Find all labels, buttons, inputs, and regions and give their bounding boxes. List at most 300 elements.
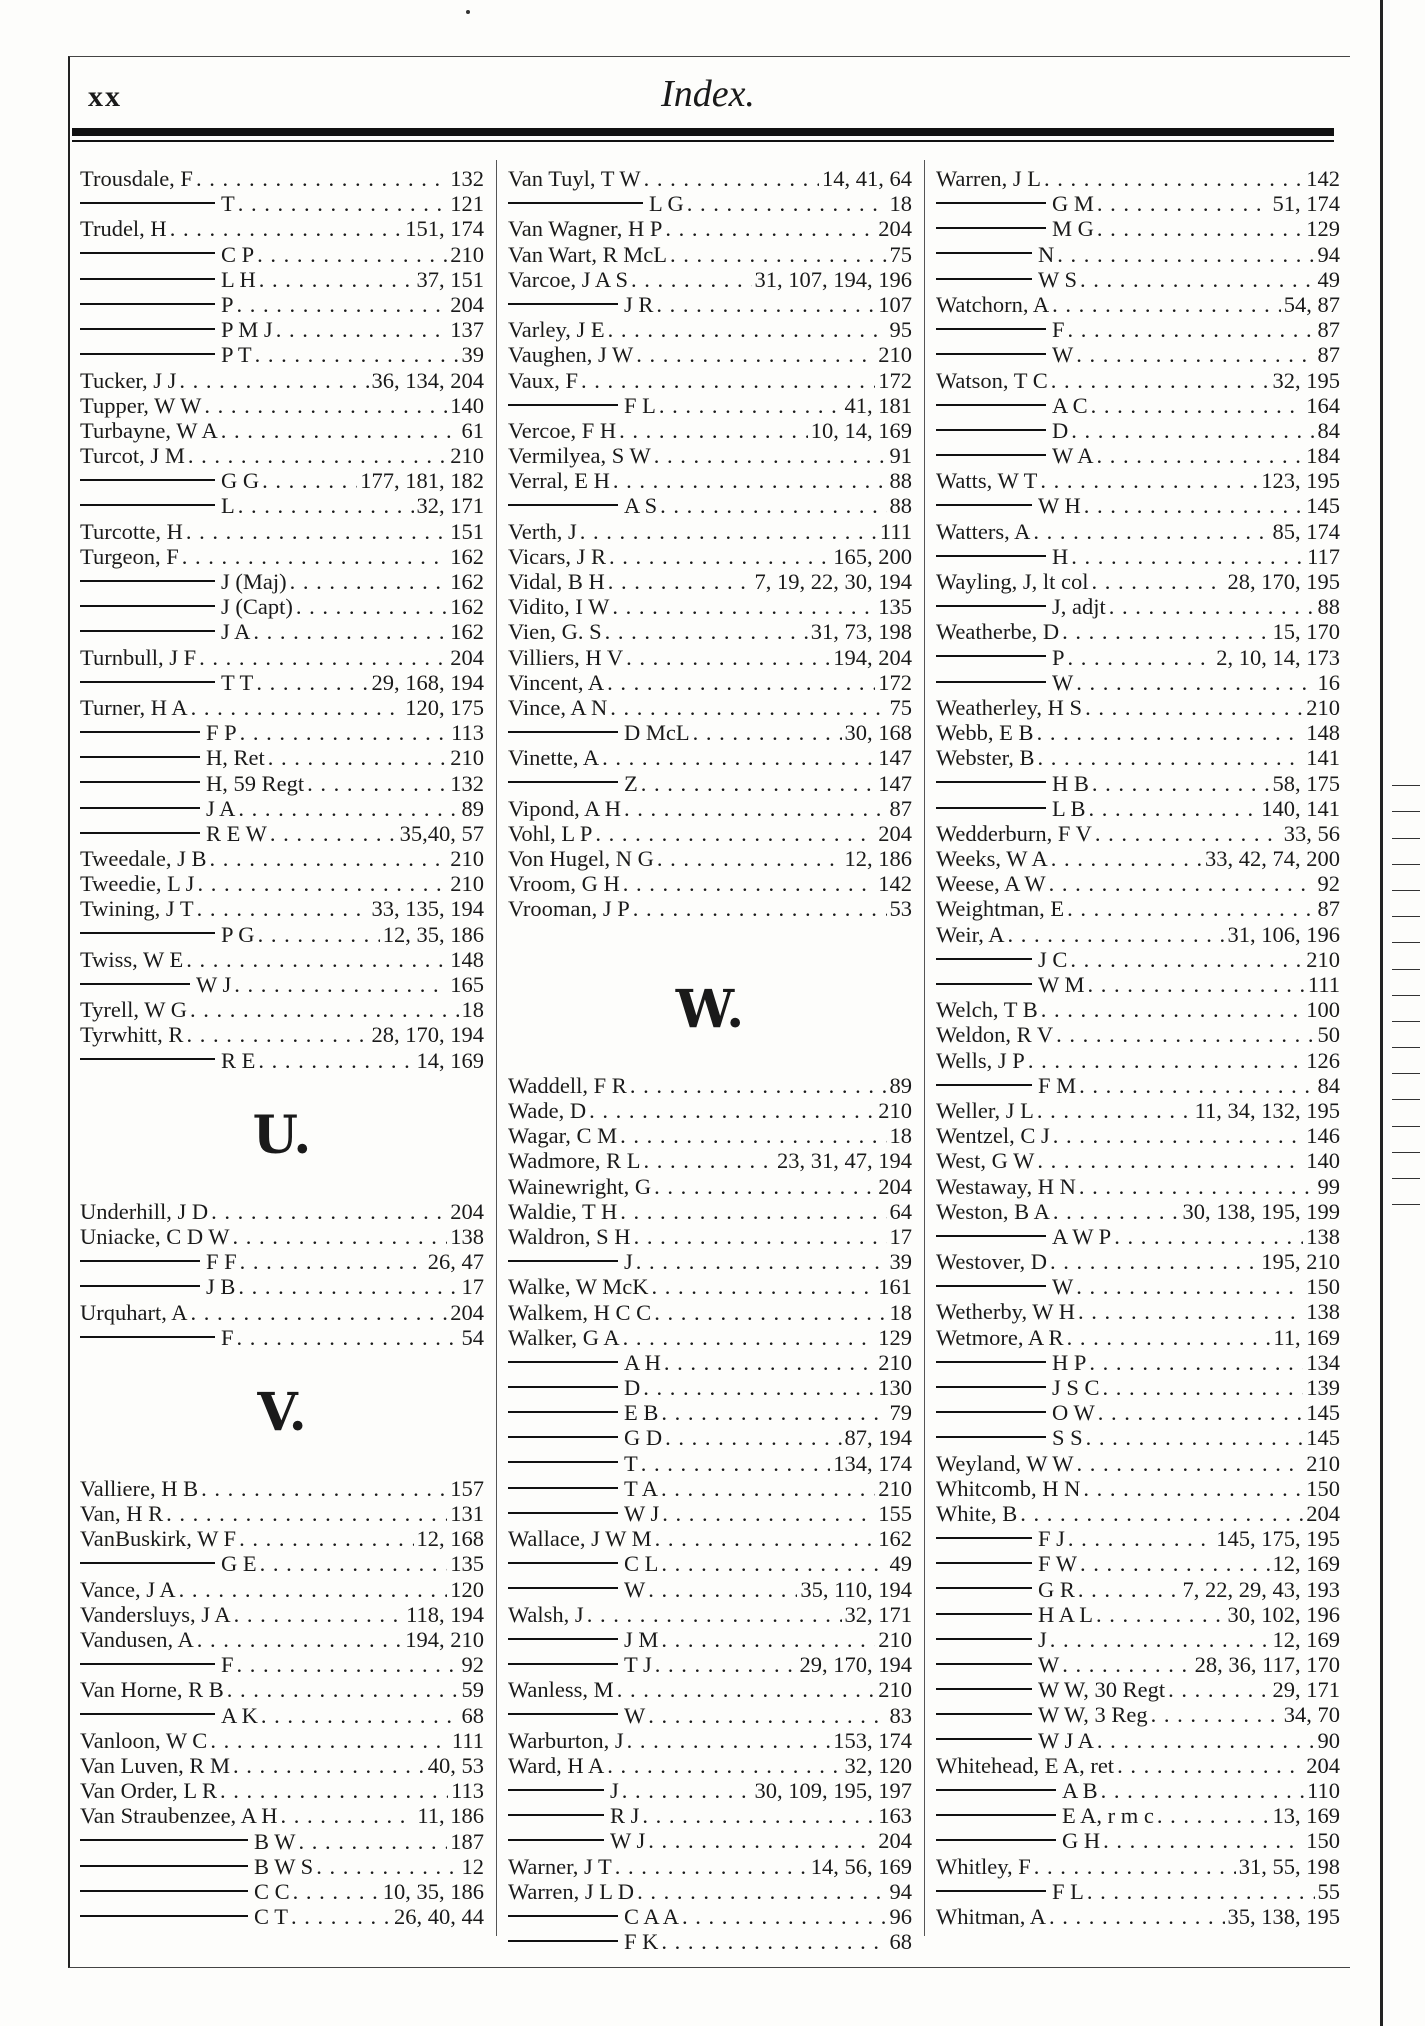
index-column-1 — [80, 166, 484, 1929]
dot-leader — [240, 1249, 425, 1274]
ditto-dash — [508, 1562, 618, 1564]
dot-leader — [1067, 1325, 1271, 1350]
page-references: 165, 200 — [833, 543, 912, 569]
page-references: 89 — [461, 795, 484, 821]
entry-name: S S — [1052, 1425, 1083, 1451]
page-references: 7, 19, 22, 30, 194 — [754, 569, 912, 594]
dot-leader — [1068, 645, 1214, 670]
ditto-dash — [508, 1789, 604, 1791]
page-references: 135 — [878, 594, 912, 620]
ditto-dash — [80, 731, 200, 733]
page-references: 140 — [1306, 1148, 1340, 1174]
page-references: 55 — [1317, 1878, 1340, 1904]
dot-leader — [631, 267, 752, 292]
entry-name: C L — [624, 1551, 659, 1577]
entry-name: C A A — [624, 1904, 680, 1929]
page-references: 142 — [878, 871, 912, 897]
index-entry — [508, 796, 912, 821]
index-entry — [80, 1728, 484, 1753]
index-entry — [936, 519, 1340, 544]
dot-leader — [622, 1778, 752, 1803]
dot-leader — [656, 292, 875, 317]
page-references: 132 — [450, 166, 484, 191]
index-subentry — [508, 1652, 912, 1677]
page-references: 89 — [889, 1072, 912, 1098]
page-references: 54, 87 — [1283, 291, 1340, 317]
page-references: 39 — [461, 342, 484, 368]
index-entry — [508, 544, 912, 569]
ditto-dash — [80, 278, 215, 280]
page-references: 123, 195 — [1261, 468, 1340, 494]
entry-name: W — [1038, 1652, 1060, 1678]
dot-leader — [1097, 216, 1303, 241]
dot-leader — [580, 519, 877, 544]
page-references: 35, 110, 194 — [800, 1576, 912, 1602]
entry-name: Vohl, L P — [508, 820, 593, 846]
page-references: 150 — [1306, 1828, 1340, 1854]
dot-leader — [199, 645, 447, 670]
entry-name: T T — [221, 669, 254, 695]
entry-name: H, Ret — [206, 745, 265, 771]
entry-name: Verral, E H — [508, 468, 610, 494]
index-entry — [936, 1299, 1340, 1324]
index-subentry — [936, 771, 1340, 796]
dot-leader — [258, 1048, 413, 1073]
entry-name: Whitman, A — [936, 1903, 1046, 1929]
dot-leader — [660, 493, 886, 518]
index-entry — [80, 871, 484, 896]
page-references: 145, 175, 195 — [1216, 1526, 1340, 1552]
dot-leader — [1079, 1174, 1315, 1199]
page-references: 146 — [1306, 1123, 1340, 1149]
page-references: 11, 186 — [417, 1803, 484, 1829]
index-entry — [80, 1022, 484, 1047]
dot-leader — [234, 1602, 403, 1627]
ditto-dash — [508, 1260, 618, 1262]
index-entry — [508, 1300, 912, 1325]
index-entry — [936, 1476, 1340, 1501]
entry-name: Turcotte, H — [80, 518, 183, 544]
dot-leader — [257, 242, 447, 267]
entry-name: Vermilyea, S W — [508, 443, 651, 469]
index-subentry — [936, 1073, 1340, 1098]
entry-name: J M — [624, 1626, 659, 1652]
dot-leader — [190, 1300, 447, 1325]
dot-leader — [587, 1602, 842, 1627]
entry-name: Watters, A — [936, 518, 1031, 544]
dot-leader — [276, 317, 448, 342]
ditto-dash — [80, 303, 215, 305]
page-references: 172 — [878, 669, 912, 695]
page-references: 155 — [878, 1501, 912, 1526]
index-entry — [936, 1048, 1340, 1073]
index-subentry — [508, 1350, 912, 1375]
dot-leader — [613, 468, 887, 493]
dot-leader — [620, 1199, 886, 1224]
ditto-dash — [936, 1688, 1032, 1690]
page-references: 33, 56 — [1283, 820, 1340, 846]
entry-name: Tyrell, W G — [80, 997, 187, 1023]
index-column-2 — [508, 166, 912, 1954]
entry-name: F — [1052, 317, 1065, 343]
entry-name: Wadmore, R L — [508, 1148, 641, 1174]
entry-name: Whitehead, E A, ret — [936, 1752, 1115, 1778]
ditto-dash — [80, 580, 215, 582]
page-references: 10, 14, 169 — [810, 417, 912, 443]
ditto-dash — [936, 328, 1046, 330]
index-subentry — [80, 1829, 484, 1854]
blank-line — [508, 922, 912, 947]
dot-leader — [643, 1375, 875, 1400]
ditto-dash — [80, 1839, 248, 1841]
entry-name: Vercoe, F H — [508, 417, 617, 443]
index-subentry — [80, 493, 484, 518]
dot-leader — [641, 771, 876, 796]
dot-leader — [636, 1249, 887, 1274]
page-references: 87 — [1317, 317, 1340, 343]
dot-leader — [693, 720, 842, 745]
dot-leader — [238, 796, 458, 821]
page-references: 153, 174 — [833, 1727, 912, 1753]
index-entry — [80, 368, 484, 393]
entry-name: Tyrwhitt, R — [80, 1022, 184, 1048]
entry-name: Vanloon, W C — [80, 1727, 208, 1753]
dot-leader — [1028, 1048, 1303, 1073]
page-references: 75 — [889, 241, 912, 267]
index-subentry — [936, 1879, 1340, 1904]
entry-name: A H — [624, 1349, 661, 1375]
dot-leader — [253, 619, 447, 644]
index-entry — [80, 519, 484, 544]
page-references: 194, 210 — [405, 1627, 484, 1652]
index-entry — [508, 569, 912, 594]
index-subentry — [508, 720, 912, 745]
index-entry — [508, 166, 912, 191]
ditto-dash — [80, 1562, 215, 1564]
index-subentry — [80, 1325, 484, 1350]
page-references: 35, 138, 195 — [1227, 1903, 1340, 1929]
index-entry — [936, 619, 1340, 644]
index-entry — [936, 1325, 1340, 1350]
ditto-dash — [508, 1512, 618, 1514]
entry-name: C C — [254, 1878, 290, 1904]
dot-leader — [1087, 1879, 1315, 1904]
page-references: 204 — [450, 1299, 484, 1325]
entry-name: Walker, G A — [508, 1324, 620, 1350]
index-subentry — [508, 191, 912, 216]
dot-leader — [655, 1526, 876, 1551]
index-entry — [936, 1451, 1340, 1476]
page-references: 83 — [889, 1702, 912, 1728]
page-references: 210 — [1306, 946, 1340, 972]
page-references: 210 — [450, 745, 484, 771]
index-subentry — [80, 619, 484, 644]
dot-leader — [651, 1274, 875, 1299]
page-references: 14, 41, 64 — [822, 166, 912, 191]
page-references: 84 — [1317, 1072, 1340, 1098]
entry-name: W J — [624, 1501, 660, 1526]
entry-name: Wetherby, W H — [936, 1299, 1075, 1325]
entry-name: Wainewright, G — [508, 1173, 652, 1199]
ditto-dash — [80, 832, 200, 834]
dot-leader — [608, 317, 887, 342]
page-references: 92 — [1317, 871, 1340, 897]
entry-name: Van Tuyl, T W — [508, 166, 641, 191]
index-subentry — [936, 493, 1340, 518]
dot-leader — [1020, 1501, 1303, 1526]
entry-name: Urquhart, A — [80, 1299, 188, 1325]
page-references: 94 — [1317, 241, 1340, 267]
index-entry — [80, 166, 484, 191]
entry-name: T — [221, 191, 235, 217]
index-subentry — [80, 1879, 484, 1904]
index-subentry — [936, 1627, 1340, 1652]
page-references: 162 — [450, 569, 484, 594]
dot-leader — [605, 619, 808, 644]
entry-name: Vien, G. S — [508, 619, 602, 645]
entry-name: Varcoe, J A S — [508, 266, 628, 292]
index-subentry — [508, 493, 912, 518]
entry-name: W H — [1038, 493, 1081, 519]
index-subentry — [80, 292, 484, 317]
page-references: 11, 169 — [1273, 1324, 1340, 1350]
ditto-dash — [936, 958, 1032, 960]
dot-leader — [1079, 1073, 1314, 1098]
page-references: 204 — [1306, 1500, 1340, 1526]
page-references: 41, 181 — [844, 392, 912, 418]
page-references: 135 — [450, 1551, 484, 1577]
entry-name: Vandusen, A — [80, 1627, 194, 1652]
dot-leader — [268, 745, 448, 770]
ditto-dash — [80, 202, 215, 204]
dot-leader — [291, 1904, 391, 1929]
entry-name: F F — [206, 1249, 237, 1275]
entry-name: H, 59 Regt — [206, 770, 305, 796]
entry-name: Van Straubenzee, A H — [80, 1803, 278, 1829]
index-subentry — [508, 1627, 912, 1652]
page-references: 130 — [878, 1375, 912, 1401]
ditto-dash — [936, 202, 1046, 204]
entry-name: G R — [1038, 1576, 1075, 1602]
page-references: 210 — [878, 1349, 912, 1375]
ditto-dash — [936, 1436, 1046, 1438]
index-subentry — [936, 594, 1340, 619]
page-references: 7, 22, 29, 43, 193 — [1182, 1576, 1340, 1602]
dot-leader — [1151, 1702, 1281, 1727]
page-references: 95 — [889, 317, 912, 343]
dot-leader — [186, 947, 447, 972]
index-subentry — [936, 342, 1340, 367]
page-references: 194, 204 — [833, 644, 912, 670]
page-references: 33, 42, 74, 200 — [1205, 846, 1340, 872]
page-references: 87 — [889, 795, 912, 821]
entry-name: F — [221, 1652, 234, 1678]
ditto-dash — [936, 781, 1046, 783]
dot-leader — [648, 1577, 797, 1602]
entry-name: Westover, D — [936, 1249, 1048, 1275]
index-entry — [508, 216, 912, 241]
dot-leader — [630, 1073, 887, 1098]
index-column-3 — [936, 166, 1340, 1929]
entry-name: A K — [221, 1702, 258, 1728]
dot-leader — [240, 720, 448, 745]
index-subentry — [508, 1400, 912, 1425]
index-subentry — [936, 1728, 1340, 1753]
page-references: 134, 174 — [833, 1450, 912, 1476]
entry-name: L G — [649, 191, 684, 217]
ditto-dash — [508, 1411, 618, 1413]
dot-leader — [191, 695, 403, 720]
index-subentry — [936, 1274, 1340, 1299]
page-references: 121 — [450, 191, 484, 217]
page-references: 184 — [1306, 443, 1340, 469]
page-references: 18 — [889, 191, 912, 217]
ditto-dash — [80, 1890, 248, 1892]
entry-name: Walke, W McK — [508, 1274, 649, 1300]
ditto-dash — [936, 252, 1032, 254]
entry-name: W — [624, 1576, 646, 1602]
entry-name: Weatherbe, D — [936, 619, 1060, 645]
page-references: 88 — [889, 493, 912, 519]
page-references: 162 — [878, 1526, 912, 1552]
page-references: 34, 70 — [1283, 1702, 1340, 1728]
ditto-dash — [936, 404, 1046, 406]
page-references: 107 — [878, 291, 912, 317]
index-entry — [80, 1602, 484, 1627]
index-entry — [508, 1098, 912, 1123]
index-entry — [508, 1677, 912, 1702]
index-entry — [508, 745, 912, 770]
dot-leader — [170, 216, 403, 241]
index-subentry — [80, 267, 484, 292]
ditto-dash — [936, 555, 1046, 557]
index-subentry — [508, 1803, 912, 1828]
index-subentry — [508, 1703, 912, 1728]
page-references: 61 — [461, 417, 484, 443]
ditto-dash — [936, 1663, 1032, 1665]
page-references: 13, 169 — [1272, 1803, 1340, 1829]
entry-name: H A L — [1038, 1601, 1094, 1627]
dot-leader — [258, 922, 380, 947]
entry-name: Vaux, F — [508, 367, 579, 393]
page-references: 12, 168 — [416, 1526, 484, 1552]
entry-name: C T — [254, 1904, 288, 1930]
index-entry — [80, 997, 484, 1022]
page-references: 16 — [1317, 669, 1340, 695]
page-references: 39 — [889, 1249, 912, 1275]
page-references: 210 — [1306, 1450, 1340, 1476]
dot-leader — [665, 1425, 841, 1450]
dot-leader — [270, 821, 397, 846]
entry-name: Warburton, J — [508, 1727, 624, 1753]
dot-leader — [1062, 619, 1269, 644]
page-references: 30, 109, 195, 197 — [754, 1778, 912, 1804]
dot-leader — [186, 519, 447, 544]
index-entry — [80, 947, 484, 972]
index-subentry — [508, 1551, 912, 1576]
ditto-dash — [508, 1361, 618, 1363]
dot-leader — [654, 443, 887, 468]
dot-leader — [1089, 1350, 1303, 1375]
entry-name: H B — [1052, 770, 1089, 796]
index-entry — [936, 1199, 1340, 1224]
ditto-dash — [508, 781, 618, 783]
index-entry — [508, 846, 912, 871]
page-references: 210 — [878, 1098, 912, 1123]
dot-leader — [1114, 1224, 1303, 1249]
ditto-dash — [936, 454, 1046, 456]
ditto-dash — [936, 1411, 1046, 1413]
index-subentry — [936, 670, 1340, 695]
index-entry — [936, 871, 1340, 896]
entry-name: Vince, A N — [508, 694, 608, 720]
ditto-dash — [508, 1487, 618, 1489]
dot-leader — [633, 896, 887, 921]
page-references: 117 — [1307, 543, 1340, 569]
ditto-dash — [508, 1814, 604, 1816]
entry-name: Westaway, H N — [936, 1173, 1076, 1199]
page-references: 132 — [450, 770, 484, 796]
dot-leader — [617, 1677, 876, 1702]
index-entry — [80, 1577, 484, 1602]
index-entry — [508, 468, 912, 493]
page-references: 32, 171 — [416, 493, 484, 519]
dot-leader — [290, 569, 448, 594]
dot-leader — [316, 1854, 458, 1879]
page-references: 210 — [878, 1626, 912, 1652]
entry-name: F J — [1038, 1526, 1065, 1552]
index-entry — [80, 1753, 484, 1778]
entry-name: Wade, D — [508, 1098, 587, 1123]
page-references: 88 — [1317, 594, 1340, 620]
page-references: 18 — [889, 1123, 912, 1149]
dot-leader — [1051, 368, 1270, 393]
dot-leader — [1078, 1577, 1180, 1602]
dot-leader — [661, 1476, 875, 1501]
dot-leader — [1080, 267, 1315, 292]
page-references: 32, 171 — [844, 1601, 912, 1627]
entry-name: J S C — [1052, 1375, 1100, 1400]
entry-name: J A — [206, 795, 236, 821]
index-entry — [508, 267, 912, 292]
dot-leader — [661, 1551, 886, 1576]
dot-leader — [238, 1274, 458, 1299]
dot-leader — [1050, 1249, 1258, 1274]
ditto-dash — [508, 404, 618, 406]
page-references: 87, 194 — [844, 1425, 912, 1451]
entry-name: R E W — [206, 820, 267, 846]
page-references: 138 — [1306, 1299, 1340, 1325]
page-references: 204 — [878, 820, 912, 846]
page-references: 139 — [1306, 1375, 1340, 1400]
page-references: 11, 34, 132, 195 — [1194, 1097, 1340, 1123]
ditto-dash — [508, 731, 618, 733]
entry-name: A W P — [1052, 1223, 1112, 1249]
entry-name: Tucker, J J — [80, 367, 177, 393]
dot-leader — [664, 1350, 875, 1375]
page-references: 162 — [450, 594, 484, 620]
entry-name: T J — [624, 1652, 652, 1678]
page-references: 36, 134, 204 — [371, 367, 484, 393]
index-subentry — [80, 1249, 484, 1274]
index-entry — [508, 1199, 912, 1224]
index-entry — [80, 418, 484, 443]
dot-leader — [615, 1854, 808, 1879]
page-references: 177, 181, 182 — [360, 468, 484, 494]
entry-name: Vidal, B H — [508, 569, 605, 594]
dot-leader — [1076, 670, 1314, 695]
entry-name: Weeks, W A — [936, 846, 1048, 872]
